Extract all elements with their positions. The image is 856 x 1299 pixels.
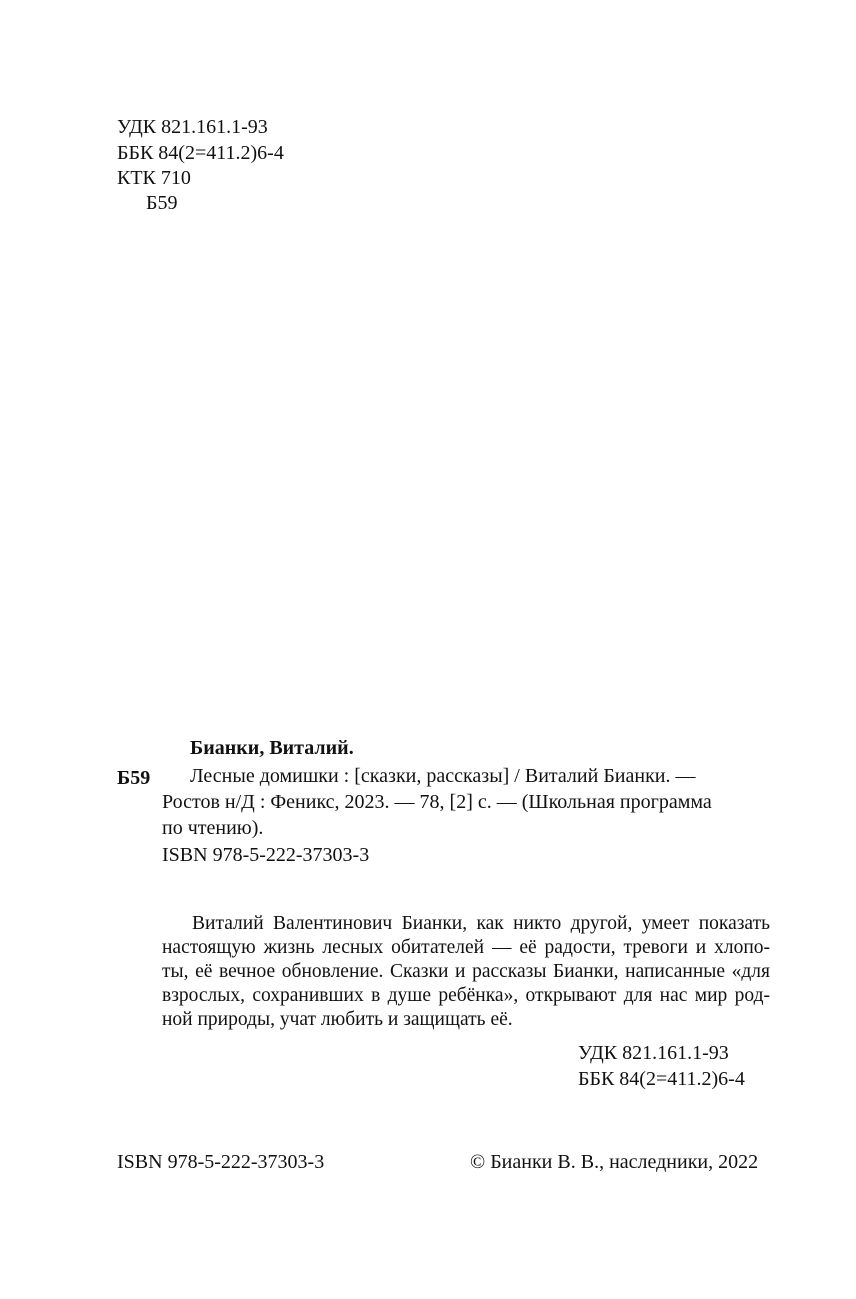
- record-title-line: Лесные домишки : [сказки, рассказы] / Виталий Бианки. —: [190, 765, 696, 787]
- copyright-notice: © Бианки В. В., наследники, 2022: [470, 1151, 759, 1173]
- udk-code: УДК 821.161.1-93: [117, 116, 268, 138]
- record-publication-line: Ростов н/Д : Феникс, 2023. — 78, [2] с. — (Школьная программа: [162, 791, 712, 813]
- annotation-line: ной природы, учат любить и защищать её.: [162, 1009, 513, 1030]
- record-author-sign: Б59: [117, 767, 151, 789]
- record-author: Бианки, Виталий.: [190, 737, 354, 759]
- bbk-code: ББК 84(2=411.2)6-4: [117, 142, 284, 164]
- record-isbn: ISBN 978-5-222-37303-3: [162, 844, 370, 866]
- annotation-line: взрослых, сохранивших в душе ребёнка», открывают для нас мир род-: [162, 985, 770, 1006]
- footer-isbn: ISBN 978-5-222-37303-3: [117, 1151, 325, 1173]
- ktk-code: КТК 710: [117, 167, 191, 189]
- author-sign-code: Б59: [146, 192, 178, 214]
- annotation-line: Виталий Валентинович Бианки, как никто другой, умеет показать: [192, 913, 770, 934]
- udk-code-bottom: УДК 821.161.1-93: [578, 1042, 729, 1064]
- bbk-code-bottom: ББК 84(2=411.2)6-4: [578, 1068, 745, 1090]
- annotation-line: ты, её вечное обновление. Сказки и рассказы Бианки, написанные «для: [162, 961, 770, 982]
- annotation: [162, 912, 770, 1032]
- record-series-line: по чтению).: [162, 817, 264, 839]
- annotation-line: настоящую жизнь лесных обитателей — её радости, тревоги и хлопо-: [162, 937, 770, 958]
